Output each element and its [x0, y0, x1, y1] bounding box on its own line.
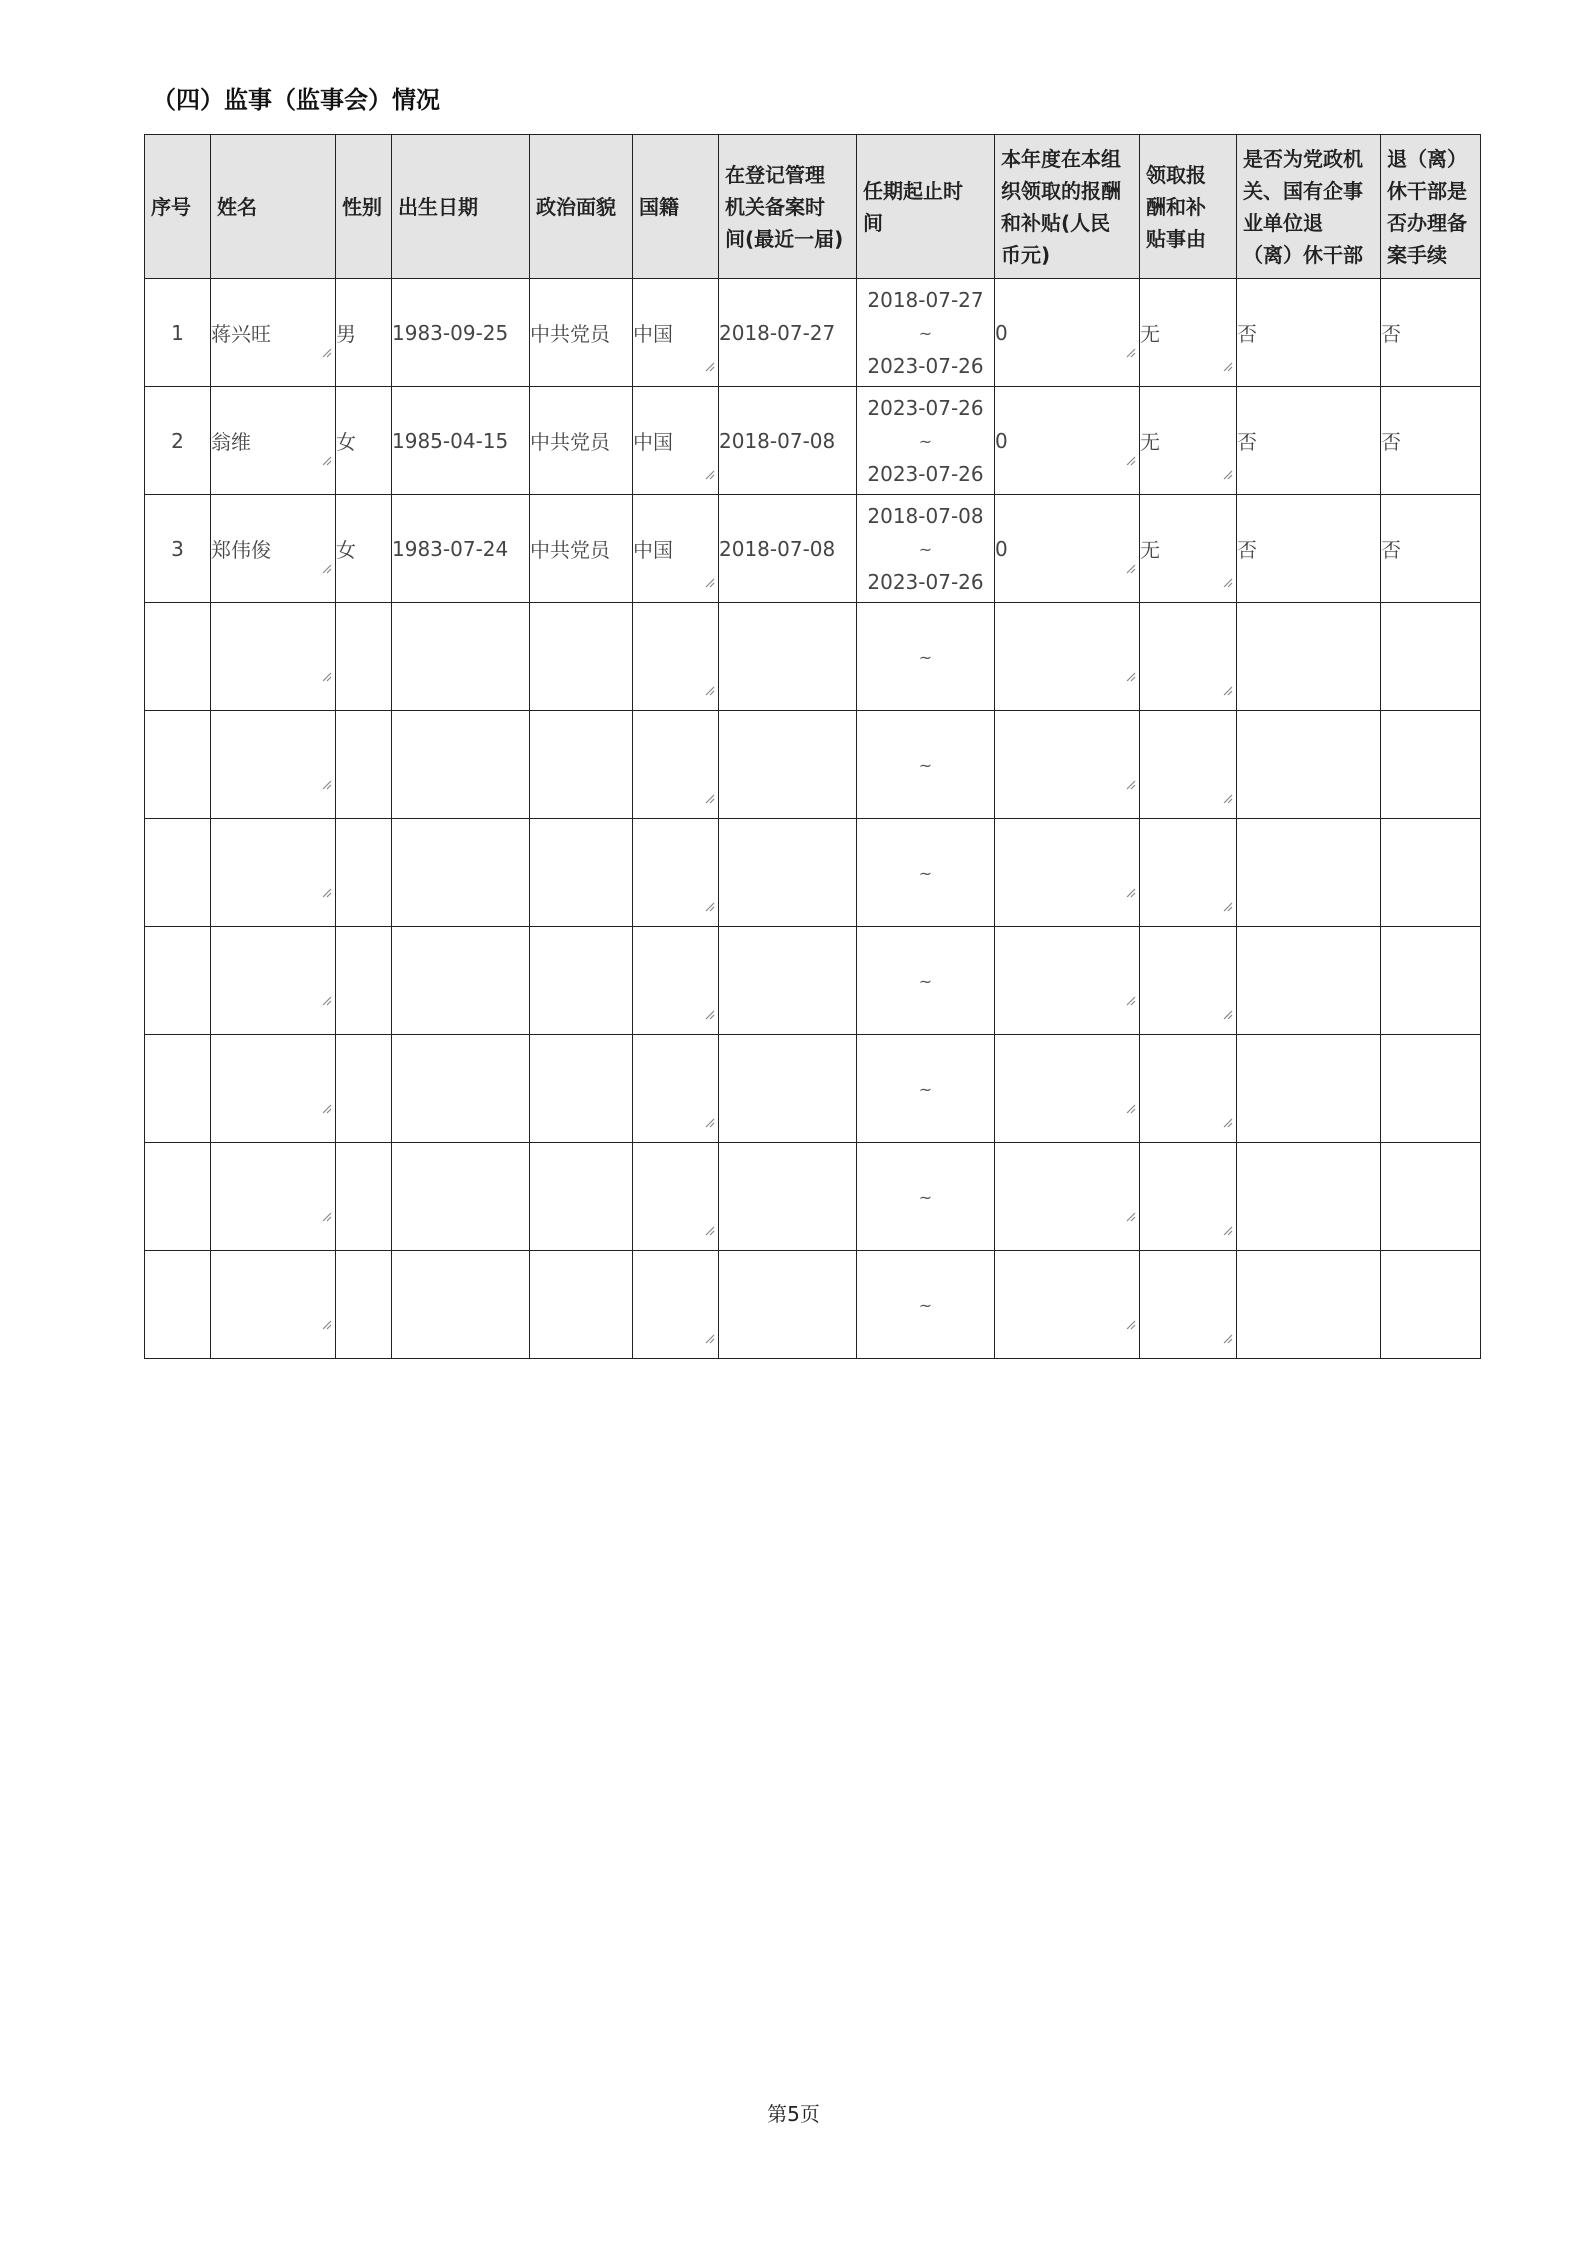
header-gender [336, 135, 392, 279]
gender-cell [336, 1251, 392, 1359]
political-status-cell [530, 279, 633, 387]
nationality-field[interactable] [633, 819, 719, 927]
header-filing-procedure [1381, 135, 1481, 279]
political-status-cell [530, 927, 633, 1035]
annual-pay-field[interactable] [995, 495, 1140, 603]
resize-handle-icon[interactable] [1124, 1318, 1136, 1330]
filing-procedure-cell [1381, 819, 1481, 927]
seq-cell-value: 1 [171, 320, 184, 345]
gender-cell-value: 男 [336, 322, 356, 346]
pay-reason-field[interactable] [1140, 1251, 1237, 1359]
gender-cell [336, 711, 392, 819]
filing-date-cell [719, 387, 857, 495]
table-row [145, 1143, 1481, 1251]
table-row [145, 711, 1481, 819]
name-field[interactable] [211, 279, 336, 387]
filing-date-cell-value: 2018-07-27 [719, 320, 836, 345]
header-annual-pay [995, 135, 1140, 279]
resize-handle-icon[interactable] [703, 468, 715, 480]
resize-handle-icon[interactable] [703, 360, 715, 372]
term-start: 2018-07-27 [867, 287, 984, 312]
pay-reason-field[interactable] [1140, 387, 1237, 495]
annual-pay-field[interactable] [995, 1035, 1140, 1143]
resize-handle-icon[interactable] [1124, 994, 1136, 1006]
nationality-field-value: 中国 [633, 538, 673, 562]
header-line: 和补贴(人民 [1001, 210, 1111, 235]
term-separator: ~ [918, 539, 933, 559]
pay-reason-field[interactable] [1140, 927, 1237, 1035]
filing-procedure-cell [1381, 1251, 1481, 1359]
supervisors-table [144, 134, 1481, 1359]
nationality-field[interactable] [633, 1035, 719, 1143]
resize-handle-icon[interactable] [1221, 1008, 1233, 1020]
term-cell [857, 603, 995, 711]
seq-cell [145, 279, 211, 387]
header-line: （离）休干部 [1243, 242, 1363, 267]
pay-reason-field-value: 无 [1140, 538, 1160, 562]
political-status-cell-value: 中共党员 [530, 538, 610, 562]
header-seq [145, 135, 211, 279]
birth-date-cell [392, 387, 530, 495]
resize-handle-icon[interactable] [703, 792, 715, 804]
term-cell [857, 819, 995, 927]
gender-cell [336, 387, 392, 495]
nationality-field[interactable] [633, 279, 719, 387]
name-field[interactable] [211, 387, 336, 495]
political-status-cell [530, 711, 633, 819]
header-line: 政治面貌 [536, 194, 616, 219]
filing-date-cell-value: 2018-07-08 [719, 428, 836, 453]
political-status-cell [530, 603, 633, 711]
filing-procedure-cell [1381, 387, 1481, 495]
header-line: 织领取的报酬 [1001, 178, 1121, 203]
name-field-value: 郑伟俊 [211, 538, 271, 562]
annual-pay-field-value: 0 [995, 320, 1008, 345]
header-line: 酬和补 [1146, 194, 1206, 219]
retired-cadre-cell [1237, 279, 1381, 387]
nationality-field[interactable] [633, 495, 719, 603]
gender-cell [336, 603, 392, 711]
term-separator: ~ [918, 755, 933, 775]
seq-cell-value: 3 [171, 536, 184, 561]
header-line: 间 [863, 210, 883, 235]
birth-date-cell [392, 927, 530, 1035]
header-retired-cadre [1237, 135, 1381, 279]
retired-cadre-cell [1237, 711, 1381, 819]
resize-handle-icon[interactable] [320, 994, 332, 1006]
filing-procedure-cell-value: 否 [1381, 430, 1401, 454]
birth-date-cell [392, 279, 530, 387]
nationality-field[interactable] [633, 711, 719, 819]
resize-handle-icon[interactable] [320, 454, 332, 466]
filing-date-cell [719, 711, 857, 819]
retired-cadre-cell [1237, 387, 1381, 495]
filing-date-cell [719, 495, 857, 603]
birth-date-cell-value: 1985-04-15 [392, 428, 509, 453]
resize-handle-icon[interactable] [320, 562, 332, 574]
table-row [145, 603, 1481, 711]
term-start: 2023-07-26 [867, 395, 984, 420]
table-row [145, 495, 1481, 603]
table-row [145, 927, 1481, 1035]
birth-date-cell [392, 819, 530, 927]
header-line: 关、国有企事 [1243, 178, 1363, 203]
header-line: 性别 [342, 194, 382, 219]
seq-cell [145, 495, 211, 603]
resize-handle-icon[interactable] [1124, 1102, 1136, 1114]
term-end: 2023-07-26 [867, 353, 984, 378]
annual-pay-field[interactable] [995, 711, 1140, 819]
retired-cadre-cell [1237, 603, 1381, 711]
political-status-cell [530, 387, 633, 495]
political-status-cell-value: 中共党员 [530, 322, 610, 346]
seq-cell [145, 387, 211, 495]
resize-handle-icon[interactable] [1124, 454, 1136, 466]
name-field-value: 翁维 [211, 430, 251, 454]
pay-reason-field-value: 无 [1140, 322, 1160, 346]
name-field[interactable] [211, 1143, 336, 1251]
resize-handle-icon[interactable] [320, 670, 332, 682]
term-cell [857, 1035, 995, 1143]
name-field[interactable] [211, 603, 336, 711]
filing-procedure-cell [1381, 927, 1481, 1035]
term-cell [857, 1143, 995, 1251]
header-pay-reason [1140, 135, 1237, 279]
resize-handle-icon[interactable] [1221, 1224, 1233, 1236]
retired-cadre-cell [1237, 1035, 1381, 1143]
annual-pay-field-value: 0 [995, 536, 1008, 561]
header-name [211, 135, 336, 279]
resize-handle-icon[interactable] [1221, 1116, 1233, 1128]
resize-handle-icon[interactable] [320, 778, 332, 790]
filing-procedure-cell [1381, 495, 1481, 603]
resize-handle-icon[interactable] [703, 576, 715, 588]
term-separator: ~ [918, 1295, 933, 1315]
resize-handle-icon[interactable] [1221, 684, 1233, 696]
gender-cell [336, 495, 392, 603]
name-field[interactable] [211, 819, 336, 927]
political-status-cell [530, 819, 633, 927]
seq-cell [145, 1251, 211, 1359]
seq-cell [145, 603, 211, 711]
term-cell [857, 927, 995, 1035]
retired-cadre-cell [1237, 1143, 1381, 1251]
resize-handle-icon[interactable] [703, 1224, 715, 1236]
pay-reason-field[interactable] [1140, 279, 1237, 387]
term-separator: ~ [918, 431, 933, 451]
gender-cell-value: 女 [336, 430, 356, 454]
seq-cell [145, 1143, 211, 1251]
header-line: 间(最近一届) [725, 226, 844, 251]
filing-date-cell-value: 2018-07-08 [719, 536, 836, 561]
political-status-cell [530, 1251, 633, 1359]
header-filing-time [719, 135, 857, 279]
term-cell [857, 495, 995, 603]
nationality-field[interactable] [633, 927, 719, 1035]
pay-reason-field[interactable] [1140, 1143, 1237, 1251]
table-row [145, 387, 1481, 495]
header-term [857, 135, 995, 279]
resize-handle-icon[interactable] [1221, 900, 1233, 912]
resize-handle-icon[interactable] [1221, 792, 1233, 804]
birth-date-cell [392, 1251, 530, 1359]
header-line: 是否为党政机 [1243, 146, 1363, 171]
resize-handle-icon[interactable] [1124, 886, 1136, 898]
political-status-cell [530, 1035, 633, 1143]
pay-reason-field[interactable] [1140, 1035, 1237, 1143]
retired-cadre-cell [1237, 819, 1381, 927]
annual-pay-field[interactable] [995, 387, 1140, 495]
annual-pay-field[interactable] [995, 819, 1140, 927]
header-political-status [530, 135, 633, 279]
filing-date-cell [719, 1251, 857, 1359]
filing-procedure-cell [1381, 603, 1481, 711]
header-line: 国籍 [639, 194, 679, 219]
term-separator: ~ [918, 1187, 933, 1207]
name-field[interactable] [211, 1035, 336, 1143]
filing-procedure-cell [1381, 711, 1481, 819]
birth-date-cell [392, 1143, 530, 1251]
resize-handle-icon[interactable] [1124, 562, 1136, 574]
name-field[interactable] [211, 711, 336, 819]
filing-procedure-cell-value: 否 [1381, 538, 1401, 562]
filing-date-cell [719, 927, 857, 1035]
table-row [145, 1035, 1481, 1143]
seq-cell [145, 711, 211, 819]
nationality-field-value: 中国 [633, 322, 673, 346]
annual-pay-field-value: 0 [995, 428, 1008, 453]
term-separator: ~ [918, 971, 933, 991]
annual-pay-field[interactable] [995, 1143, 1140, 1251]
header-line: 休干部是 [1387, 178, 1467, 203]
political-status-cell [530, 495, 633, 603]
resize-handle-icon[interactable] [320, 886, 332, 898]
term-end: 2023-07-26 [867, 569, 984, 594]
header-line: 任期起止时 [863, 178, 963, 203]
resize-handle-icon[interactable] [1124, 670, 1136, 682]
filing-procedure-cell [1381, 1035, 1481, 1143]
annual-pay-field[interactable] [995, 1251, 1140, 1359]
term-cell [857, 387, 995, 495]
page-number: 第5页 [767, 2102, 820, 2126]
resize-handle-icon[interactable] [703, 1116, 715, 1128]
filing-procedure-cell [1381, 1143, 1481, 1251]
retired-cadre-cell [1237, 1251, 1381, 1359]
header-line: 姓名 [217, 194, 257, 219]
seq-cell [145, 819, 211, 927]
header-line: 币元) [1001, 242, 1051, 267]
resize-handle-icon[interactable] [1124, 778, 1136, 790]
name-field[interactable] [211, 1251, 336, 1359]
nationality-field-value: 中国 [633, 430, 673, 454]
retired-cadre-cell-value: 否 [1237, 322, 1257, 346]
resize-handle-icon[interactable] [320, 346, 332, 358]
pay-reason-field[interactable] [1140, 711, 1237, 819]
annual-pay-field[interactable] [995, 927, 1140, 1035]
annual-pay-field[interactable] [995, 279, 1140, 387]
table-header-row [145, 135, 1481, 279]
retired-cadre-cell-value: 否 [1237, 430, 1257, 454]
name-field[interactable] [211, 927, 336, 1035]
birth-date-cell [392, 1035, 530, 1143]
resize-handle-icon[interactable] [320, 1318, 332, 1330]
birth-date-cell-value: 1983-07-24 [392, 536, 509, 561]
resize-handle-icon[interactable] [1124, 346, 1136, 358]
header-line: 贴事由 [1146, 226, 1206, 251]
term-separator: ~ [918, 323, 933, 343]
header-line: 退（离） [1387, 146, 1467, 171]
resize-handle-icon[interactable] [703, 1332, 715, 1344]
table-row [145, 279, 1481, 387]
header-line: 在登记管理 [725, 162, 825, 187]
gender-cell [336, 927, 392, 1035]
gender-cell [336, 1035, 392, 1143]
pay-reason-field[interactable] [1140, 819, 1237, 927]
annual-pay-field[interactable] [995, 603, 1140, 711]
header-birth-date [392, 135, 530, 279]
retired-cadre-cell-value: 否 [1237, 538, 1257, 562]
nationality-field[interactable] [633, 387, 719, 495]
header-nationality [633, 135, 719, 279]
table-row [145, 1251, 1481, 1359]
filing-procedure-cell-value: 否 [1381, 322, 1401, 346]
nationality-field[interactable] [633, 603, 719, 711]
birth-date-cell [392, 495, 530, 603]
seq-cell [145, 927, 211, 1035]
pay-reason-field[interactable] [1140, 495, 1237, 603]
seq-cell [145, 1035, 211, 1143]
birth-date-cell-value: 1983-09-25 [392, 320, 509, 345]
resize-handle-icon[interactable] [1221, 360, 1233, 372]
seq-cell-value: 2 [171, 428, 184, 453]
table-row [145, 819, 1481, 927]
resize-handle-icon[interactable] [703, 684, 715, 696]
political-status-cell [530, 1143, 633, 1251]
term-cell [857, 1251, 995, 1359]
retired-cadre-cell [1237, 927, 1381, 1035]
resize-handle-icon[interactable] [320, 1102, 332, 1114]
header-line: 本年度在本组 [1001, 146, 1121, 171]
header-line: 否办理备 [1387, 210, 1467, 235]
birth-date-cell [392, 711, 530, 819]
filing-date-cell [719, 1035, 857, 1143]
header-line: 案手续 [1387, 242, 1447, 267]
term-end: 2023-07-26 [867, 461, 984, 486]
term-cell [857, 711, 995, 819]
term-separator: ~ [918, 1079, 933, 1099]
term-separator: ~ [918, 647, 933, 667]
gender-cell-value: 女 [336, 538, 356, 562]
filing-date-cell [719, 279, 857, 387]
nationality-field[interactable] [633, 1143, 719, 1251]
filing-date-cell [719, 819, 857, 927]
resize-handle-icon[interactable] [1221, 1332, 1233, 1344]
term-start: 2018-07-08 [867, 503, 984, 528]
resize-handle-icon[interactable] [1221, 468, 1233, 480]
pay-reason-field[interactable] [1140, 603, 1237, 711]
header-line: 机关备案时 [725, 194, 825, 219]
header-line: 领取报 [1146, 162, 1206, 187]
name-field[interactable] [211, 495, 336, 603]
filing-procedure-cell [1381, 279, 1481, 387]
political-status-cell-value: 中共党员 [530, 430, 610, 454]
header-line: 序号 [151, 194, 191, 219]
resize-handle-icon[interactable] [703, 1008, 715, 1020]
filing-date-cell [719, 1143, 857, 1251]
pay-reason-field-value: 无 [1140, 430, 1160, 454]
resize-handle-icon[interactable] [320, 1210, 332, 1222]
gender-cell [336, 819, 392, 927]
term-separator: ~ [918, 863, 933, 883]
gender-cell [336, 279, 392, 387]
resize-handle-icon[interactable] [1124, 1210, 1136, 1222]
nationality-field[interactable] [633, 1251, 719, 1359]
header-line: 业单位退 [1243, 210, 1323, 235]
gender-cell [336, 1143, 392, 1251]
term-cell [857, 279, 995, 387]
retired-cadre-cell [1237, 495, 1381, 603]
filing-date-cell [719, 603, 857, 711]
section-title: （四）监事（监事会）情况 [152, 86, 440, 114]
header-line: 出生日期 [398, 194, 478, 219]
name-field-value: 蒋兴旺 [211, 322, 271, 346]
resize-handle-icon[interactable] [1221, 576, 1233, 588]
birth-date-cell [392, 603, 530, 711]
resize-handle-icon[interactable] [703, 900, 715, 912]
